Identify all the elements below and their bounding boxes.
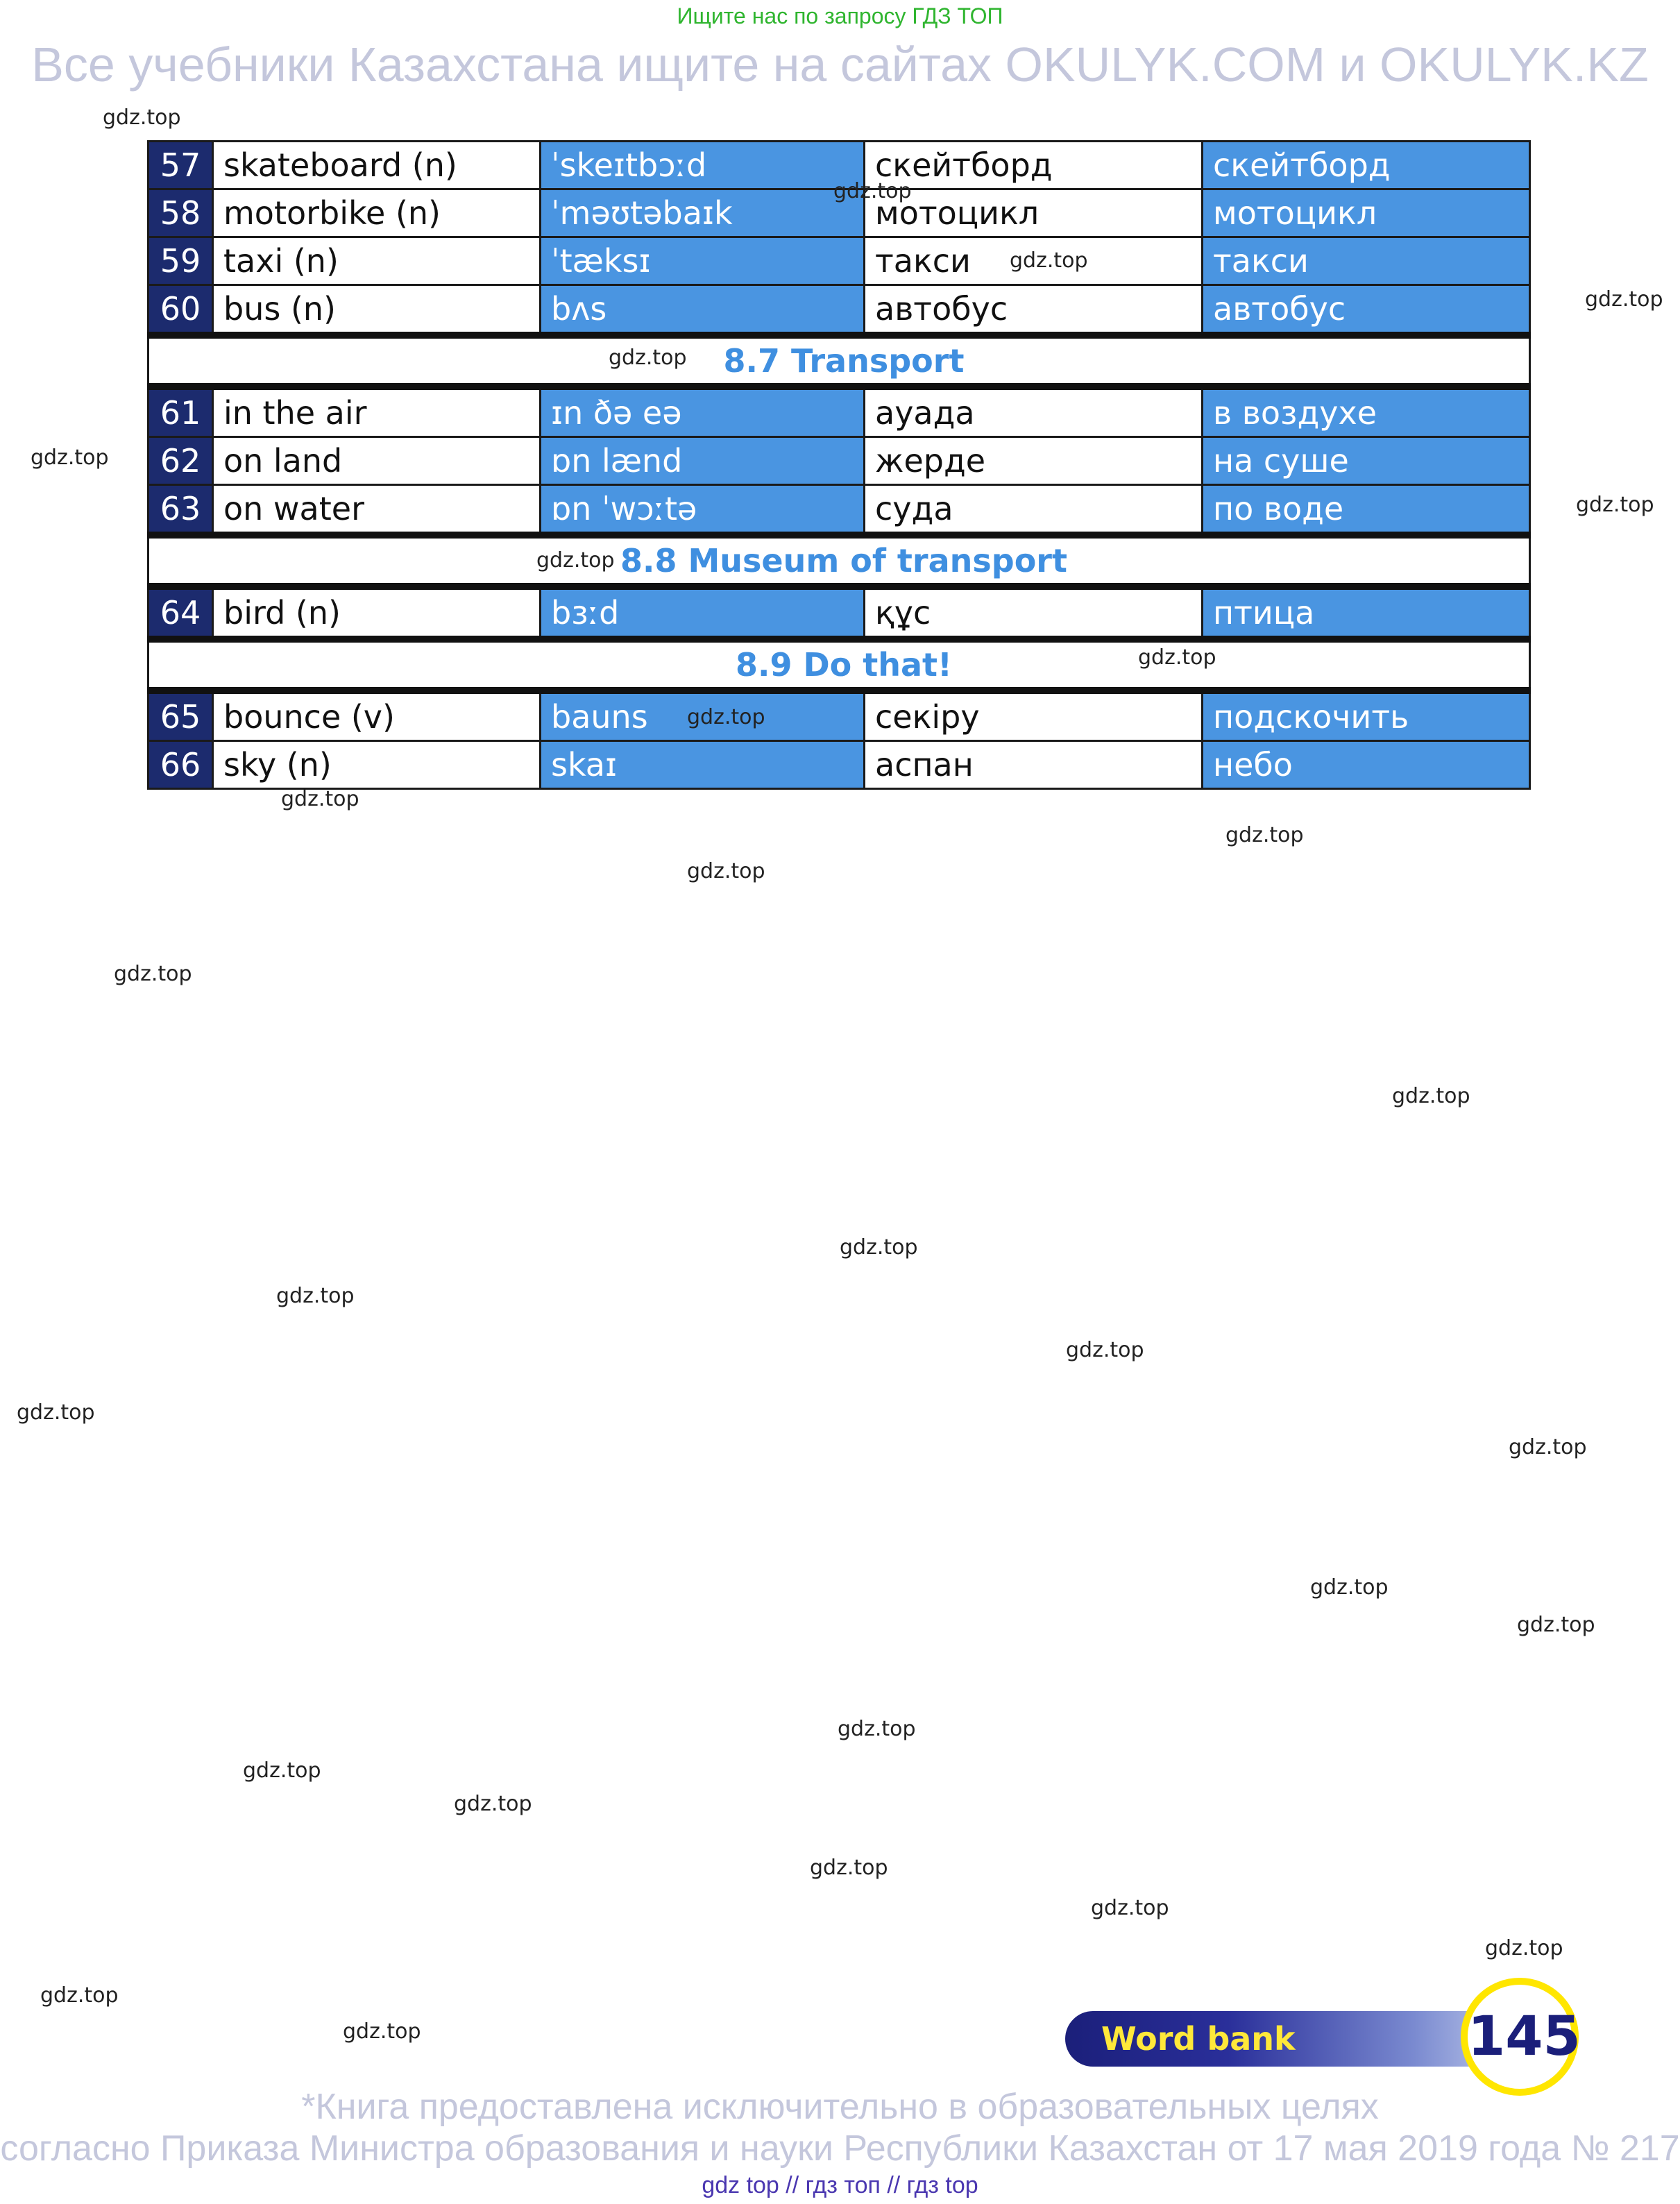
section-row bbox=[149, 639, 1530, 690]
kazakh-translation: ауада bbox=[865, 387, 1203, 437]
watermark-text: gdz.top bbox=[687, 705, 765, 729]
kazakh-translation: такси bbox=[865, 237, 1203, 285]
english-word: taxi (n) bbox=[213, 237, 541, 285]
entry-number: 64 bbox=[149, 586, 213, 639]
watermark-text: gdz.top bbox=[17, 1400, 95, 1425]
transcription: ɒn lænd bbox=[541, 437, 865, 485]
section-row bbox=[149, 335, 1530, 387]
watermark-text: gdz.top bbox=[243, 1758, 321, 1783]
english-word: on water bbox=[213, 485, 541, 536]
vocab-row bbox=[149, 237, 1530, 285]
kazakh-translation: автобус bbox=[865, 285, 1203, 336]
english-word: skateboard (n) bbox=[213, 142, 541, 189]
watermark-text: gdz.top bbox=[31, 446, 109, 470]
entry-number: 59 bbox=[149, 237, 213, 285]
english-word: sky (n) bbox=[213, 741, 541, 789]
watermark-text: gdz.top bbox=[840, 1235, 918, 1260]
section-row bbox=[149, 535, 1530, 586]
vocab-row bbox=[149, 285, 1530, 336]
vocab-row bbox=[149, 690, 1530, 741]
watermark-text: gdz.top bbox=[687, 859, 765, 883]
watermark-text: gdz.top bbox=[609, 346, 687, 370]
watermark-text: gdz.top bbox=[1138, 645, 1216, 670]
english-word: bus (n) bbox=[213, 285, 541, 336]
section-title: 8.8 Museum of transport bbox=[149, 535, 1530, 586]
watermark-text: gdz.top bbox=[810, 1856, 888, 1880]
watermark-text: gdz.top bbox=[281, 787, 359, 811]
russian-translation: мотоцикл bbox=[1203, 189, 1530, 237]
watermark-text: gdz.top bbox=[1010, 248, 1088, 273]
transcription: bɜːd bbox=[541, 586, 865, 639]
transcription: ˈtæksɪ bbox=[541, 237, 865, 285]
transcription: bʌs bbox=[541, 285, 865, 336]
entry-number: 60 bbox=[149, 285, 213, 336]
watermark-text: gdz.top bbox=[1585, 287, 1663, 312]
watermark-text: gdz.top bbox=[1091, 1896, 1169, 1920]
russian-translation: подскочить bbox=[1203, 690, 1530, 741]
kazakh-translation: аспан bbox=[865, 741, 1203, 789]
word-bank-label: Word bank bbox=[1101, 2020, 1296, 2058]
bottom-links[interactable]: gdz top // гдз топ // гдз top bbox=[702, 2172, 978, 2198]
kazakh-translation: суда bbox=[865, 485, 1203, 536]
watermark-text: gdz.top bbox=[1066, 1338, 1144, 1362]
watermark-text: gdz.top bbox=[1517, 1613, 1595, 1637]
russian-translation: скейтборд bbox=[1203, 142, 1530, 189]
russian-translation: автобус bbox=[1203, 285, 1530, 336]
section-title: 8.7 Transport bbox=[149, 335, 1530, 387]
transcription: skaɪ bbox=[541, 741, 865, 789]
watermark-text: gdz.top bbox=[833, 179, 912, 203]
watermark-text: gdz.top bbox=[1310, 1575, 1389, 1600]
section-title: 8.9 Do that! bbox=[149, 639, 1530, 690]
watermark-text: gdz.top bbox=[276, 1284, 355, 1308]
russian-translation: небо bbox=[1203, 741, 1530, 789]
vocab-row bbox=[149, 387, 1530, 437]
transcription: ɪn ðə eə bbox=[541, 387, 865, 437]
transcription: bauns bbox=[541, 690, 865, 741]
entry-number: 62 bbox=[149, 437, 213, 485]
kazakh-translation: мотоцикл bbox=[865, 189, 1203, 237]
watermark-text: gdz.top bbox=[343, 2019, 421, 2044]
kazakh-translation: скейтборд bbox=[865, 142, 1203, 189]
vocab-row bbox=[149, 437, 1530, 485]
vocab-row bbox=[149, 741, 1530, 789]
watermark-text: gdz.top bbox=[40, 1983, 119, 2008]
watermark-text: gdz.top bbox=[838, 1717, 916, 1741]
watermark-text: gdz.top bbox=[454, 1792, 532, 1816]
russian-translation: по воде bbox=[1203, 485, 1530, 536]
search-hint: Ищите нас по запросу ГДЗ ТОП bbox=[677, 3, 1003, 28]
russian-translation: на суше bbox=[1203, 437, 1530, 485]
russian-translation: в воздухе bbox=[1203, 387, 1530, 437]
watermark-text: gdz.top bbox=[1485, 1936, 1563, 1960]
kazakh-translation: құс bbox=[865, 586, 1203, 639]
vocab-row bbox=[149, 485, 1530, 536]
vocab-row bbox=[149, 586, 1530, 639]
watermark-text: gdz.top bbox=[114, 962, 192, 986]
vocabulary-table bbox=[147, 140, 1531, 790]
watermark-text: gdz.top bbox=[1225, 823, 1304, 847]
kazakh-translation: жерде bbox=[865, 437, 1203, 485]
transcription: ɒn ˈwɔːtə bbox=[541, 485, 865, 536]
entry-number: 63 bbox=[149, 485, 213, 536]
watermark-text: gdz.top bbox=[103, 105, 181, 130]
english-word: on land bbox=[213, 437, 541, 485]
disclaimer-line-1: *Книга предоставлена исключительно в образовательных целях bbox=[301, 2087, 1379, 2127]
page-number: 145 bbox=[1461, 1978, 1579, 2096]
russian-translation: птица bbox=[1203, 586, 1530, 639]
english-word: bird (n) bbox=[213, 586, 541, 639]
watermark-text: gdz.top bbox=[1392, 1084, 1470, 1108]
watermark-text: gdz.top bbox=[1576, 493, 1654, 517]
english-word: motorbike (n) bbox=[213, 189, 541, 237]
watermark-text: gdz.top bbox=[536, 548, 615, 573]
site-banner: Все учебники Казахстана ищите на сайтах OKULYK.COM и OKULYK.KZ bbox=[31, 37, 1649, 92]
russian-translation: такси bbox=[1203, 237, 1530, 285]
entry-number: 57 bbox=[149, 142, 213, 189]
english-word: bounce (v) bbox=[213, 690, 541, 741]
entry-number: 65 bbox=[149, 690, 213, 741]
transcription: ˈskeɪtbɔːd bbox=[541, 142, 865, 189]
english-word: in the air bbox=[213, 387, 541, 437]
watermark-text: gdz.top bbox=[1509, 1435, 1587, 1459]
entry-number: 58 bbox=[149, 189, 213, 237]
entry-number: 66 bbox=[149, 741, 213, 789]
kazakh-translation: секіру bbox=[865, 690, 1203, 741]
transcription: ˈməʊtəbaɪk bbox=[541, 189, 865, 237]
disclaimer-line-2: согласно Приказа Министра образования и науки Республики Казахстан от 17 мая 2019 года № 217 bbox=[0, 2128, 1680, 2169]
entry-number: 61 bbox=[149, 387, 213, 437]
